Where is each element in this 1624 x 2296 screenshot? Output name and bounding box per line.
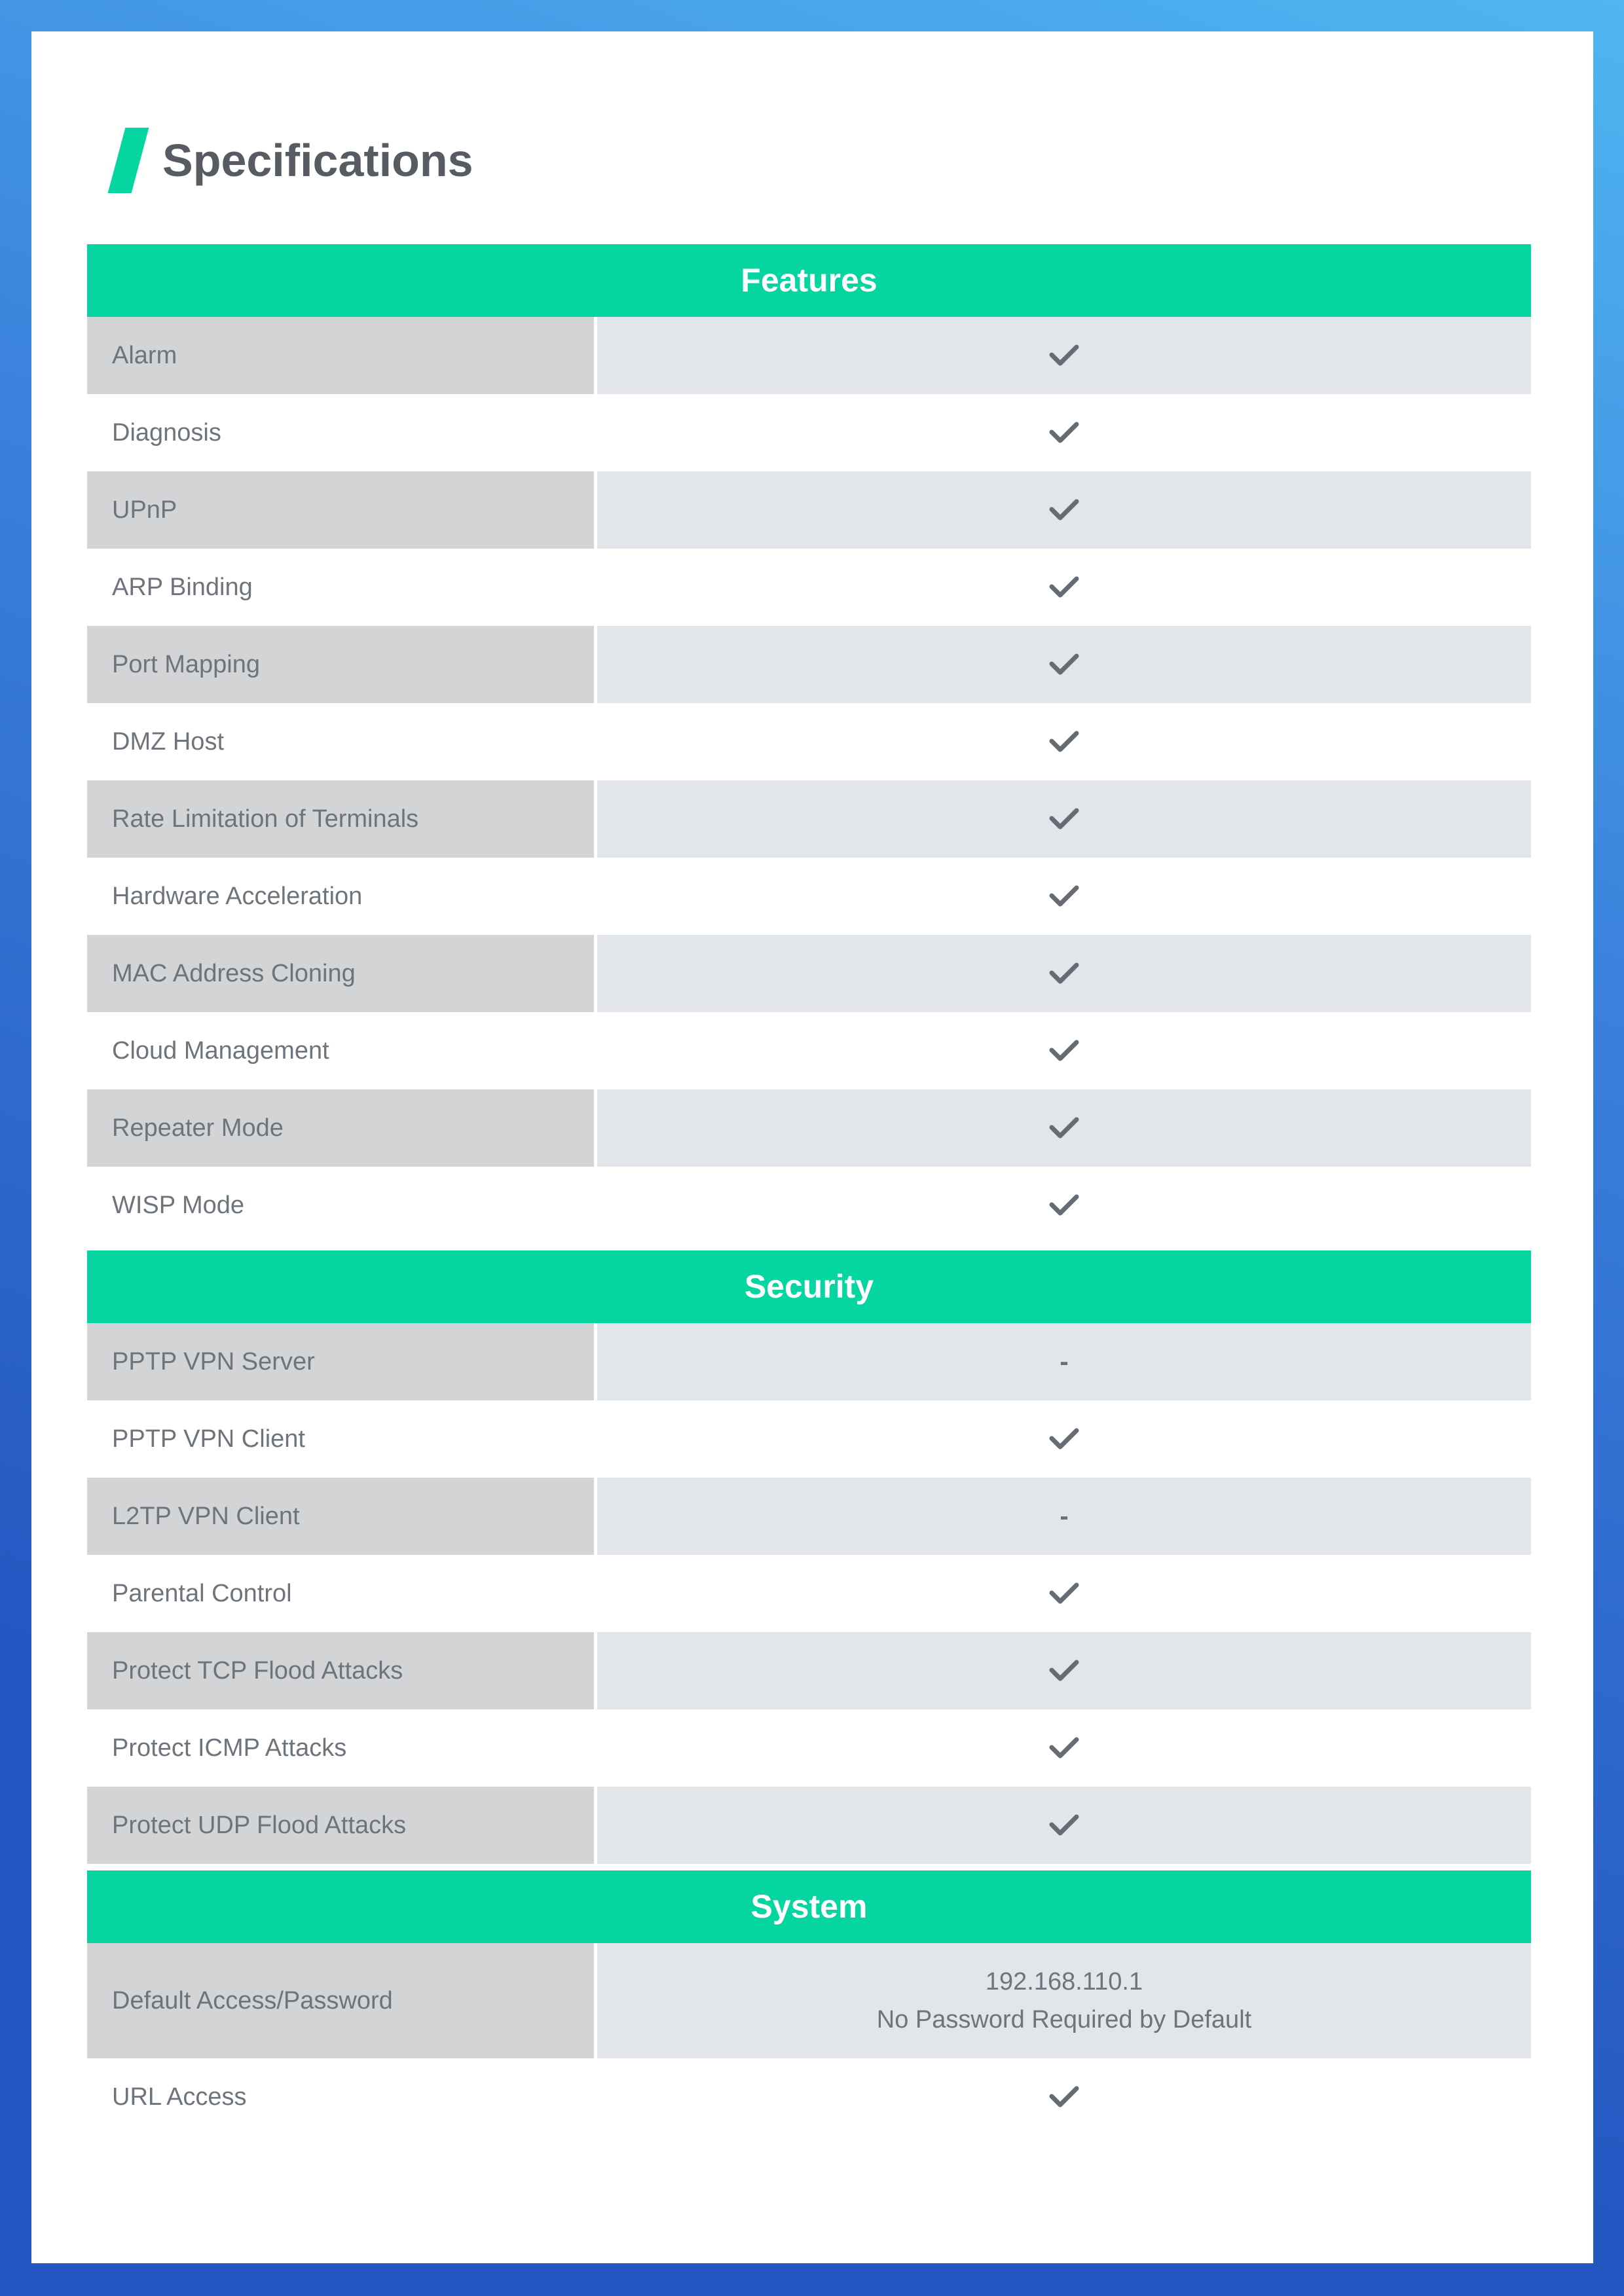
spec-row bbox=[87, 471, 1531, 549]
row-label: URL Access bbox=[112, 2083, 247, 2111]
check-icon bbox=[1048, 1194, 1080, 1217]
row-label: Port Mapping bbox=[87, 626, 594, 703]
section-features bbox=[87, 244, 1531, 1244]
spec-row bbox=[87, 2058, 1531, 2136]
spec-row bbox=[87, 858, 1531, 935]
spec-row bbox=[87, 1478, 1531, 1555]
check-icon bbox=[1048, 498, 1080, 522]
row-label: L2TP VPN Client bbox=[87, 1478, 594, 1555]
check-icon bbox=[1048, 344, 1080, 367]
row-label: Alarm bbox=[87, 317, 594, 394]
spec-row bbox=[87, 1400, 1531, 1478]
spec-row bbox=[87, 1012, 1531, 1089]
spec-table bbox=[87, 244, 1531, 2136]
row-value bbox=[597, 1943, 1531, 2058]
row-value bbox=[597, 1400, 1531, 1478]
row-label: Default Access/Password bbox=[87, 1943, 594, 2058]
row-value bbox=[597, 1632, 1531, 1709]
section-system bbox=[87, 1870, 1531, 2136]
row-value bbox=[597, 549, 1531, 626]
check-icon bbox=[1048, 2085, 1080, 2109]
row-value bbox=[597, 471, 1531, 549]
check-icon bbox=[1048, 1736, 1080, 1760]
row-label: Parental Control bbox=[112, 1579, 292, 1607]
check-icon bbox=[1048, 1116, 1080, 1140]
check-icon bbox=[1048, 421, 1080, 445]
row-value bbox=[597, 317, 1531, 394]
spec-row bbox=[87, 1943, 1531, 2058]
spec-row bbox=[87, 780, 1531, 858]
value-text-line: No Password Required by Default bbox=[876, 2006, 1252, 2033]
value-text bbox=[877, 1963, 1251, 2039]
spec-card bbox=[31, 31, 1593, 2263]
section-header: Security bbox=[87, 1250, 1531, 1323]
row-label: Protect TCP Flood Attacks bbox=[87, 1632, 594, 1709]
row-label: PPTP VPN Client bbox=[112, 1425, 305, 1453]
check-icon bbox=[1048, 575, 1080, 599]
row-value bbox=[597, 935, 1531, 1012]
row-value bbox=[597, 1555, 1531, 1632]
spec-row bbox=[87, 1555, 1531, 1632]
row-value bbox=[597, 1012, 1531, 1089]
row-label: Hardware Acceleration bbox=[112, 882, 363, 910]
spec-row bbox=[87, 703, 1531, 780]
spec-row bbox=[87, 394, 1531, 471]
spec-row bbox=[87, 935, 1531, 1012]
row-value bbox=[597, 1478, 1531, 1555]
check-icon bbox=[1048, 1813, 1080, 1837]
row-label: MAC Address Cloning bbox=[87, 935, 594, 1012]
row-label: WISP Mode bbox=[112, 1191, 245, 1219]
row-label: ARP Binding bbox=[112, 573, 253, 601]
check-icon bbox=[1048, 884, 1080, 908]
row-value bbox=[597, 1167, 1531, 1244]
row-label: Rate Limitation of Terminals bbox=[87, 780, 594, 858]
row-label: Cloud Management bbox=[112, 1036, 329, 1065]
section-header: System bbox=[87, 1870, 1531, 1943]
spec-row bbox=[87, 549, 1531, 626]
page-title: Specifications bbox=[162, 135, 473, 186]
check-icon bbox=[1048, 962, 1080, 985]
check-icon bbox=[1048, 653, 1080, 676]
check-icon bbox=[1048, 1582, 1080, 1605]
value-text-line: 192.168.110.1 bbox=[985, 1968, 1143, 1995]
row-value bbox=[597, 626, 1531, 703]
spec-row bbox=[87, 1167, 1531, 1244]
green-slash-decoration bbox=[108, 128, 149, 193]
check-icon bbox=[1048, 1039, 1080, 1063]
section-header: Features bbox=[87, 244, 1531, 317]
title-row bbox=[117, 128, 1593, 193]
dash-value: - bbox=[1060, 1347, 1069, 1376]
spec-row bbox=[87, 1323, 1531, 1400]
row-label: UPnP bbox=[87, 471, 594, 549]
row-value bbox=[597, 858, 1531, 935]
row-label: Repeater Mode bbox=[87, 1089, 594, 1167]
check-icon bbox=[1048, 1659, 1080, 1683]
row-label: Protect ICMP Attacks bbox=[112, 1734, 347, 1762]
row-value bbox=[597, 1089, 1531, 1167]
spec-row bbox=[87, 626, 1531, 703]
row-value bbox=[597, 780, 1531, 858]
row-value bbox=[597, 1323, 1531, 1400]
section-security bbox=[87, 1250, 1531, 1864]
spec-row bbox=[87, 317, 1531, 394]
row-label: PPTP VPN Server bbox=[87, 1323, 594, 1400]
row-value bbox=[597, 2058, 1531, 2136]
spec-row bbox=[87, 1632, 1531, 1709]
row-label: Diagnosis bbox=[112, 418, 221, 446]
dash-value: - bbox=[1060, 1502, 1069, 1531]
row-value bbox=[597, 1709, 1531, 1787]
check-icon bbox=[1048, 1427, 1080, 1451]
check-icon bbox=[1048, 730, 1080, 754]
row-value bbox=[597, 394, 1531, 471]
row-label: Protect UDP Flood Attacks bbox=[87, 1787, 594, 1864]
spec-row bbox=[87, 1089, 1531, 1167]
row-value bbox=[597, 703, 1531, 780]
row-label: DMZ Host bbox=[112, 727, 224, 756]
check-icon bbox=[1048, 807, 1080, 831]
row-value bbox=[597, 1787, 1531, 1864]
spec-row bbox=[87, 1787, 1531, 1864]
spec-row bbox=[87, 1709, 1531, 1787]
